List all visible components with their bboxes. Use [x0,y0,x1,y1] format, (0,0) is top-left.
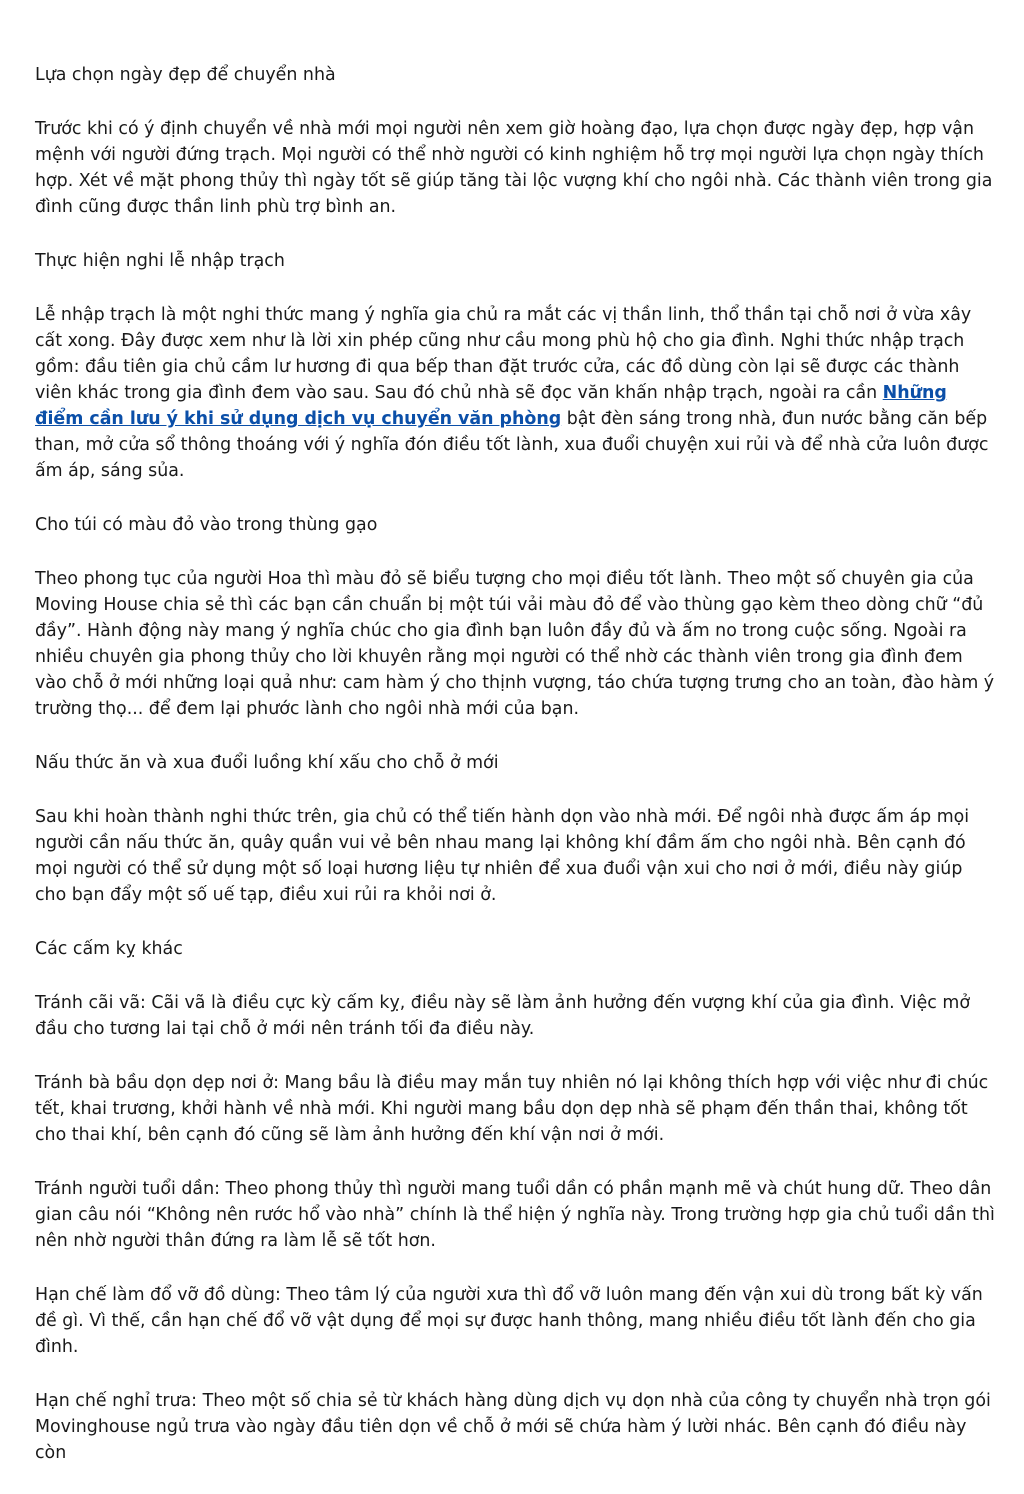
paragraph-housewarming-ritual [35,302,995,484]
paragraph-avoid-tiger-year: Tránh người tuổi dần: Theo phong thủy thì người mang tuổi dần có phần mạnh mẽ và chút hung dữ. Theo dân gian câu nói “Không nên rước hổ vào nhà” chính là thể hiện ý nghĩa này. Trong trường hợp gia chủ tuổi dần thì nên nhờ người thân đứng ra làm lễ sẽ tốt hơn. [35,1179,995,1251]
paragraph-avoid-napping: Hạn chế nghỉ trưa: Theo một số chia sẻ từ khách hàng dùng dịch vụ dọn nhà của công ty chuyển nhà trọn gói Movinghouse ngủ trưa vào ngày đầu tiên dọn về chỗ ở mới sẽ chứa hàm ý lười nhác. Bên cạnh đó điều này còn [35,1391,991,1463]
heading-red-bag-rice: Cho túi có màu đỏ vào trong thùng gạo [35,515,378,535]
paragraph-text-before-link: Lễ nhập trạch là một nghi thức mang ý nghĩa gia chủ ra mắt các vị thần linh, thổ thần tại chỗ nơi ở vừa xây cất xong. Đây được xem như là lời xin phép cũng như cầu mong phù hộ cho gia đình. Nghi thức nhập trạch gồm: đầu tiên gia chủ cầm lư hương đi qua bếp than đặt trước cửa, các đồ dùng còn lại sẽ được các thành viên khác trong gia đình đem vào sau. Sau đó chủ nhà sẽ đọc văn khấn nhập trạch, ngoài ra cần [35,305,972,403]
heading-other-taboos: Các cấm kỵ khác [35,939,183,959]
paragraph-avoid-breaking: Hạn chế làm đổ vỡ đồ dùng: Theo tâm lý của người xưa thì đổ vỡ luôn mang đến vận xui dù trong bất kỳ vấn đề gì. Vì thế, cần hạn chế đổ vỡ vật dụng để mọi sự được hanh thông, mang nhiều điều tốt lành đến cho gia đình. [35,1285,983,1357]
paragraph-text-after-link: bật đèn sáng trong nhà, đun nước bằng căn bếp than, mở cửa sổ thông thoáng với ý nghĩa đón điều tốt lành, xua đuổi chuyện xui rủi và để nhà cửa luôn được ấm áp, sáng sủa. [35,409,989,481]
document-body [35,62,995,1494]
heading-housewarming-ritual: Thực hiện nghi lễ nhập trạch [35,251,285,271]
paragraph-avoid-arguing: Tránh cãi vã: Cãi vã là điều cực kỳ cấm kỵ, điều này sẽ làm ảnh hưởng đến vượng khí của gia đình. Việc mở đầu cho tương lai tại chỗ ở mới nên tránh tối đa điều này. [35,993,970,1039]
office-moving-article-link[interactable]: Những điểm cần lưu ý khi sử dụng dịch vụ chuyển văn phòng [35,383,947,429]
paragraph-avoid-pregnant-cleaning: Tránh bà bầu dọn dẹp nơi ở: Mang bầu là điều may mắn tuy nhiên nó lại không thích hợp với việc như đi chúc tết, khai trương, khởi hành về nhà mới. Khi người mang bầu dọn dẹp nhà sẽ phạm đến thần thai, không tốt cho thai khí, bên cạnh đó cũng sẽ làm ảnh hưởng đến khí vận nơi ở mới. [35,1073,989,1145]
paragraph-cook-food: Sau khi hoàn thành nghi thức trên, gia chủ có thể tiến hành dọn vào nhà mới. Để ngôi nhà được ấm áp mọi người cần nấu thức ăn, quây quần vui vẻ bên nhau mang lại không khí đầm ấm cho ngôi nhà. Bên cạnh đó mọi người có thể sử dụng một số loại hương liệu tự nhiên để xua đuổi vận xui cho nơi ở mới, điều này giúp cho bạn đẩy một số uế tạp, điều xui rủi ra khỏi nơi ở. [35,807,970,905]
heading-cook-food: Nấu thức ăn và xua đuổi luồng khí xấu cho chỗ ở mới [35,753,499,773]
paragraph-red-bag-rice: Theo phong tục của người Hoa thì màu đỏ sẽ biểu tượng cho mọi điều tốt lành. Theo một số chuyên gia của Moving House chia sẻ thì các bạn cần chuẩn bị một túi vải màu đỏ để vào thùng gạo kèm theo dòng chữ “đủ đầy”. Hành động này mang ý nghĩa chúc cho gia đình bạn luôn đầy đủ và ấm no trong cuộc sống. Ngoài ra nhiều chuyên gia phong thủy cho lời khuyên rằng mọi người có thể nhờ các thành viên trong gia đình đem vào chỗ ở mới những loại quả như: cam hàm ý cho thịnh vượng, táo chứa tượng trưng cho an toàn, đào hàm ý trường thọ... để đem lại phước lành cho ngôi nhà mới của bạn. [35,569,995,719]
paragraph-choose-good-day: Trước khi có ý định chuyển về nhà mới mọi người nên xem giờ hoàng đạo, lựa chọn được ngày đẹp, hợp vận mệnh với người đứng trạch. Mọi người có thể nhờ người có kinh nghiệm hỗ trợ mọi người lựa chọn ngày thích hợp. Xét về mặt phong thủy thì ngày tốt sẽ giúp tăng tài lộc vượng khí cho ngôi nhà. Các thành viên trong gia đình cũng được thần linh phù trợ bình an. [35,119,993,217]
heading-choose-good-day: Lựa chọn ngày đẹp để chuyển nhà [35,65,336,85]
